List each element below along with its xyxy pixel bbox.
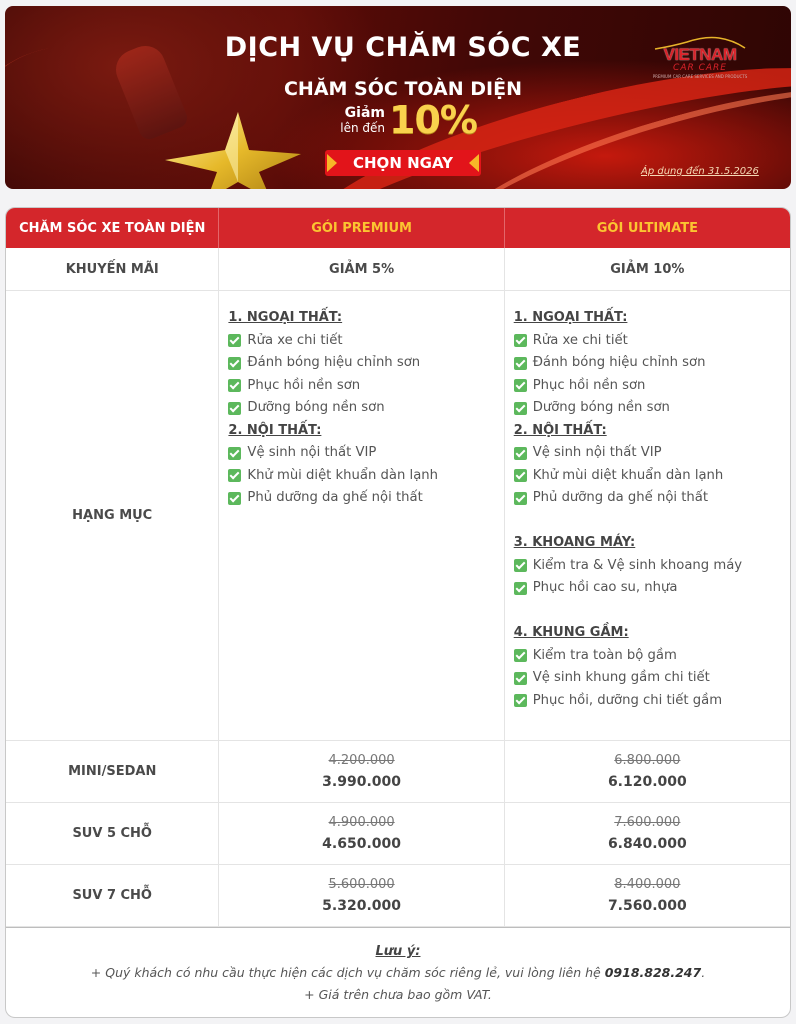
ultimate-price [505, 865, 790, 926]
list-item: Phủ dưỡng da ghế nội thất [228, 487, 493, 510]
logo-sub: CAR CARE [673, 63, 727, 73]
list-item: Phục hồi nền sơn [228, 375, 493, 398]
promo-ultimate: GIẢM 10% [610, 261, 685, 277]
checkmark-icon [514, 469, 527, 482]
section-title: 1. NGOẠI THẤT: [228, 310, 343, 325]
list-item: Đánh bóng hiệu chỉnh sơn [228, 352, 493, 375]
header-service: CHĂM SÓC XE TOÀN DIỆN [6, 208, 219, 248]
ultimate-price [505, 741, 790, 802]
list-item: Rửa xe chi tiết [228, 330, 493, 353]
old-price: 8.400.000 [614, 876, 681, 892]
price-row-suv-5 [6, 803, 790, 865]
note-section [6, 927, 790, 1017]
checkmark-icon [514, 357, 527, 370]
checkmark-icon [228, 492, 241, 505]
section-title: 1. NGOẠI THẤT: [513, 310, 628, 325]
items-row [6, 291, 790, 741]
list-item: Đánh bóng hiệu chỉnh sơn [514, 352, 780, 375]
checkmark-icon [228, 357, 241, 370]
checkmark-icon [514, 402, 527, 415]
promo-label: KHUYẾN MÃI [6, 248, 219, 290]
old-price: 4.200.000 [328, 752, 395, 768]
promo-banner[interactable] [5, 6, 791, 189]
list-item: Kiểm tra & Vệ sinh khoang máy [514, 555, 780, 578]
new-price: 5.320.000 [322, 897, 401, 914]
table-header [6, 208, 790, 248]
checkmark-icon [514, 694, 527, 707]
banner-subtitle: CHĂM SÓC TOÀN DIỆN [283, 78, 522, 100]
old-price: 6.800.000 [614, 752, 681, 768]
gold-star-icon [163, 110, 303, 189]
banner-title: DỊCH VỤ CHĂM SÓC XE [224, 32, 582, 63]
old-price: 4.900.000 [328, 814, 395, 830]
discount-label-2: lên đến [340, 121, 385, 135]
price-row-suv-7 [6, 865, 790, 927]
ultimate-items [505, 291, 790, 740]
new-price: 6.120.000 [607, 773, 687, 790]
list-item: Phục hồi cao su, nhựa [514, 577, 780, 600]
arrow-left-icon [469, 154, 479, 172]
checkmark-icon [228, 334, 241, 347]
checkmark-icon [228, 402, 241, 415]
list-item: Phục hồi, dưỡng chi tiết gầm [514, 690, 780, 713]
brand-logo [645, 36, 755, 80]
arrow-right-icon [327, 154, 337, 172]
section-title: 2. NỘI THẤT: [228, 422, 322, 438]
logo-name: VIETNAM [663, 45, 737, 64]
premium-price [219, 865, 504, 926]
checkmark-icon [514, 492, 527, 505]
new-price: 3.990.000 [322, 773, 401, 790]
premium-price [219, 741, 504, 802]
note-title: Lưu ý: [375, 944, 421, 959]
list-item: Phục hồi nền sơn [514, 375, 780, 398]
note-line-2: + Giá trên chưa bao gồm VAT. [304, 987, 492, 1002]
premium-items [219, 291, 504, 740]
logo-tagline: PREMIUM CAR CARE SERVICES AND PRODUCTS [652, 74, 748, 79]
list-item: Dưỡng bóng nền sơn [228, 397, 493, 420]
new-price: 6.840.000 [607, 835, 687, 852]
items-label: HẠNG MỤC [6, 291, 219, 740]
discount-label [325, 106, 385, 136]
checkmark-icon [514, 559, 527, 572]
discount-value: 10% [389, 98, 477, 142]
list-item: Dưỡng bóng nền sơn [514, 397, 780, 420]
choose-now-button[interactable] [325, 150, 481, 176]
vehicle-label: MINI/SEDAN [6, 741, 219, 802]
list-item: Khử mùi diệt khuẩn dàn lạnh [228, 465, 493, 488]
checkmark-icon [514, 447, 527, 460]
discount-block [325, 98, 495, 146]
header-premium: GÓI PREMIUM [219, 208, 504, 248]
pricing-table [5, 207, 791, 1018]
list-item: Kiểm tra toàn bộ gầm [514, 645, 780, 668]
checkmark-icon [228, 469, 241, 482]
promo-premium: GIẢM 5% [219, 248, 504, 290]
list-item: Vệ sinh nội thất VIP [514, 442, 780, 465]
new-price: 4.650.000 [322, 835, 401, 852]
list-item: Phủ dưỡng da ghế nội thất [514, 487, 780, 510]
checkmark-icon [228, 379, 241, 392]
cta-label: CHỌN NGAY [353, 154, 453, 172]
premium-price [219, 803, 504, 864]
list-item: Khử mùi diệt khuẩn dàn lạnh [514, 465, 780, 488]
checkmark-icon [514, 649, 527, 662]
new-price: 7.560.000 [607, 897, 687, 914]
checkmark-icon [514, 672, 527, 685]
discount-label-1: Giảm [344, 105, 385, 121]
section-title: 4. KHUNG GẦM: [513, 625, 629, 640]
old-price: 5.600.000 [328, 876, 395, 892]
apply-date: Áp dụng đến 31.5.2026 [641, 166, 759, 177]
list-item: Rửa xe chi tiết [514, 330, 780, 353]
checkmark-icon [228, 447, 241, 460]
checkmark-icon [514, 582, 527, 595]
checkmark-icon [514, 379, 527, 392]
price-row-mini-sedan [6, 741, 790, 803]
vehicle-label: SUV 5 CHỖ [6, 803, 219, 864]
note-line-1: + Quý khách có nhu cầu thực hiện các dịch vụ chăm sóc riêng lẻ, vui lòng liên hệ 0918.828.247. [90, 965, 706, 980]
contact-phone[interactable]: 0918.828.247 [604, 965, 702, 980]
section-title: 3. KHOANG MÁY: [513, 535, 636, 550]
list-item: Vệ sinh nội thất VIP [228, 442, 493, 465]
header-ultimate: GÓI ULTIMATE [596, 220, 698, 236]
vehicle-label: SUV 7 CHỖ [6, 865, 219, 926]
section-title: 2. NỘI THẤT: [513, 422, 607, 438]
ultimate-price [505, 803, 790, 864]
list-item: Vệ sinh khung gầm chi tiết [514, 667, 780, 690]
checkmark-icon [514, 334, 527, 347]
promo-row [6, 248, 790, 291]
old-price: 7.600.000 [614, 814, 681, 830]
